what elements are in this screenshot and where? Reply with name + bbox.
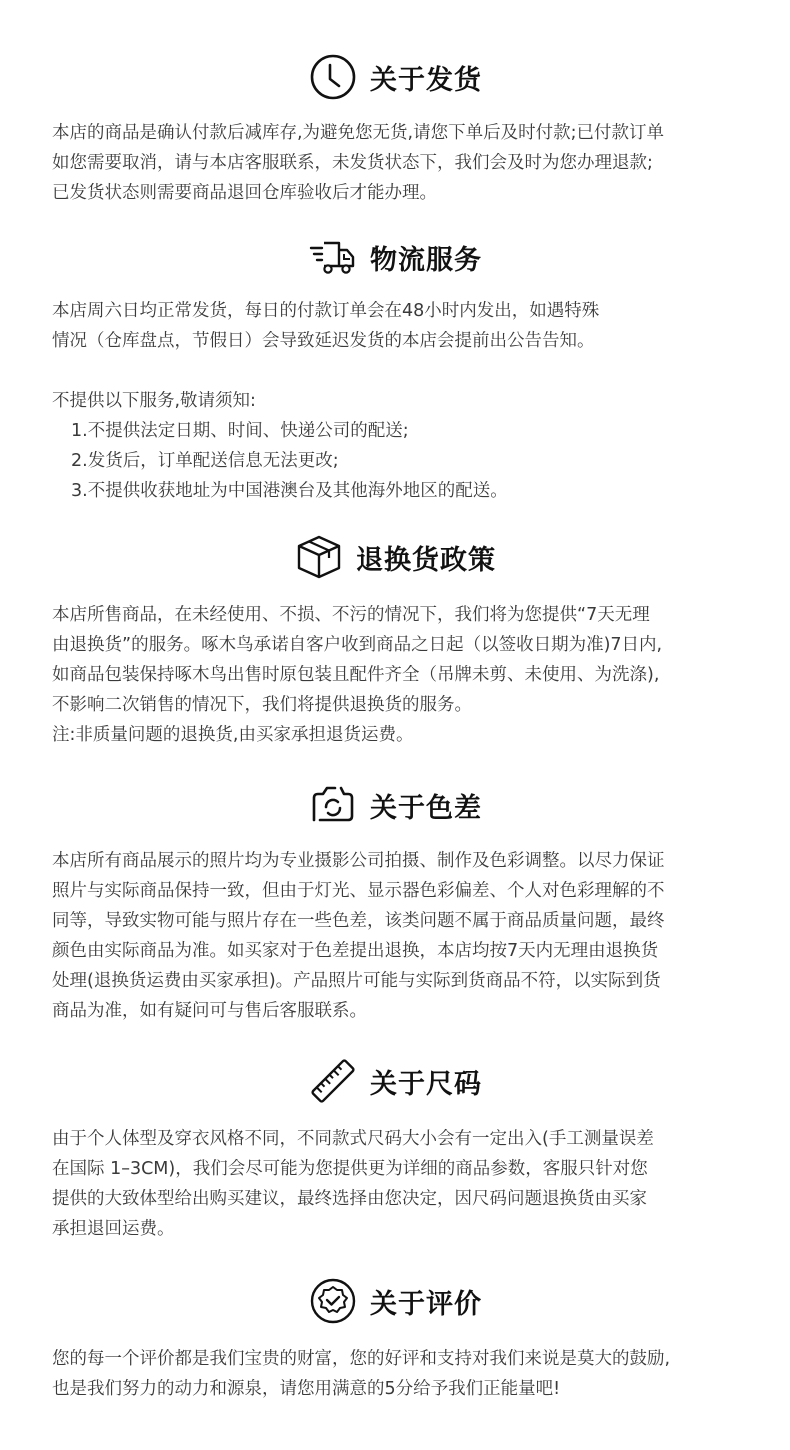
color-text [52, 846, 742, 1026]
text-line: 照片与实际商品保持一致，但由于灯光、显示器色彩偏差、个人对色彩理解的不 [52, 881, 665, 901]
text-line: 承担退回运费。 [52, 1219, 175, 1239]
text-line: 您的每一个评价都是我们宝贵的财富，您的好评和支持对我们来说是莫大的鼓励, [52, 1349, 671, 1369]
quality-badge-icon [308, 1276, 358, 1326]
shipping-title: 关于发货 [370, 64, 482, 96]
text-line: 不影响二次销售的情况下，我们将提供退换货的服务。 [52, 695, 472, 715]
text-line: 处理(退换货运费由买家承担)。产品照片可能与实际到货商品不符，以实际到货 [52, 971, 661, 991]
text-line: 已发货状态则需要商品退回仓库验收后才能办理。 [52, 183, 437, 203]
text-line: 本店所有商品展示的照片均为专业摄影公司拍摄、制作及色彩调整。以尽力保证 [52, 851, 665, 871]
notice-item: 3.不提供收获地址为中国港澳台及其他海外地区的配送。 [71, 481, 508, 501]
text-line: 情况（仓库盘点，节假日）会导致延迟发货的本店会提前出公告告知。 [52, 331, 595, 351]
logistics-text [52, 296, 742, 356]
size-text [52, 1124, 742, 1244]
delivery-truck-icon [308, 232, 358, 282]
text-line: 由于个人体型及穿衣风格不同，不同款式尺码大小会有一定出入(手工测量误差 [52, 1129, 654, 1149]
notice-item: 2.发货后，订单配送信息无法更改; [71, 451, 339, 471]
text-line: 本店的商品是确认付款后减库存,为避免您无货,请您下单后及时付款;已付款订单 [52, 123, 665, 143]
review-text [52, 1344, 742, 1404]
returns-title: 退换货政策 [356, 544, 496, 576]
notice-title: 不提供以下服务,敬请须知: [52, 391, 256, 411]
size-heading [0, 1056, 790, 1106]
text-line: 本店周六日均正常发货，每日的付款订单会在48小时内发出，如遇特殊 [52, 301, 600, 321]
text-line: 由退换货”的服务。啄木鸟承诺自客户收到商品之日起（以签收日期为准)7日内, [52, 635, 663, 655]
text-line: 本店所售商品，在未经使用、不损、不污的情况下，我们将为您提供“7天无理 [52, 605, 650, 625]
camera-icon [308, 780, 358, 830]
package-box-icon [294, 532, 344, 582]
text-line: 如商品包装保持啄木鸟出售时原包装且配件齐全（吊牌未剪、未使用、为洗涤), [52, 665, 660, 685]
review-title: 关于评价 [370, 1288, 482, 1320]
text-line: 提供的大致体型给出购买建议，最终选择由您决定，因尺码问题退换货由买家 [52, 1189, 647, 1209]
logistics-title: 物流服务 [370, 244, 482, 276]
color-title: 关于色差 [370, 792, 482, 824]
text-line: 如您需要取消，请与本店客服联系，未发货状态下，我们会及时为您办理退款; [52, 153, 653, 173]
color-heading [0, 780, 790, 830]
review-heading [0, 1276, 790, 1326]
notice-item: 1.不提供法定日期、时间、快递公司的配送; [71, 421, 409, 441]
text-line: 商品为准，如有疑问可与售后客服联系。 [52, 1001, 367, 1021]
text-line: 同等，导致实物可能与照片存在一些色差，该类问题不属于商品质量问题，最终 [52, 911, 665, 931]
size-title: 关于尺码 [370, 1068, 482, 1100]
returns-heading [0, 532, 790, 582]
text-line: 也是我们努力的动力和源泉，请您用满意的5分给予我们正能量吧! [52, 1379, 561, 1399]
clock-icon [308, 52, 358, 102]
text-line: 在国际 1–3CM)，我们会尽可能为您提供更为详细的商品参数，客服只针对您 [52, 1159, 648, 1179]
logistics-notice [52, 386, 742, 506]
ruler-icon [308, 1056, 358, 1106]
shipping-heading [0, 52, 790, 102]
shipping-text [52, 118, 742, 208]
returns-text [52, 600, 742, 750]
logistics-heading [0, 232, 790, 282]
text-line: 注:非质量问题的退换货,由买家承担退货运费。 [52, 725, 414, 745]
text-line: 颜色由实际商品为准。如买家对于色差提出退换，本店均按7天内无理由退换货 [52, 941, 659, 961]
